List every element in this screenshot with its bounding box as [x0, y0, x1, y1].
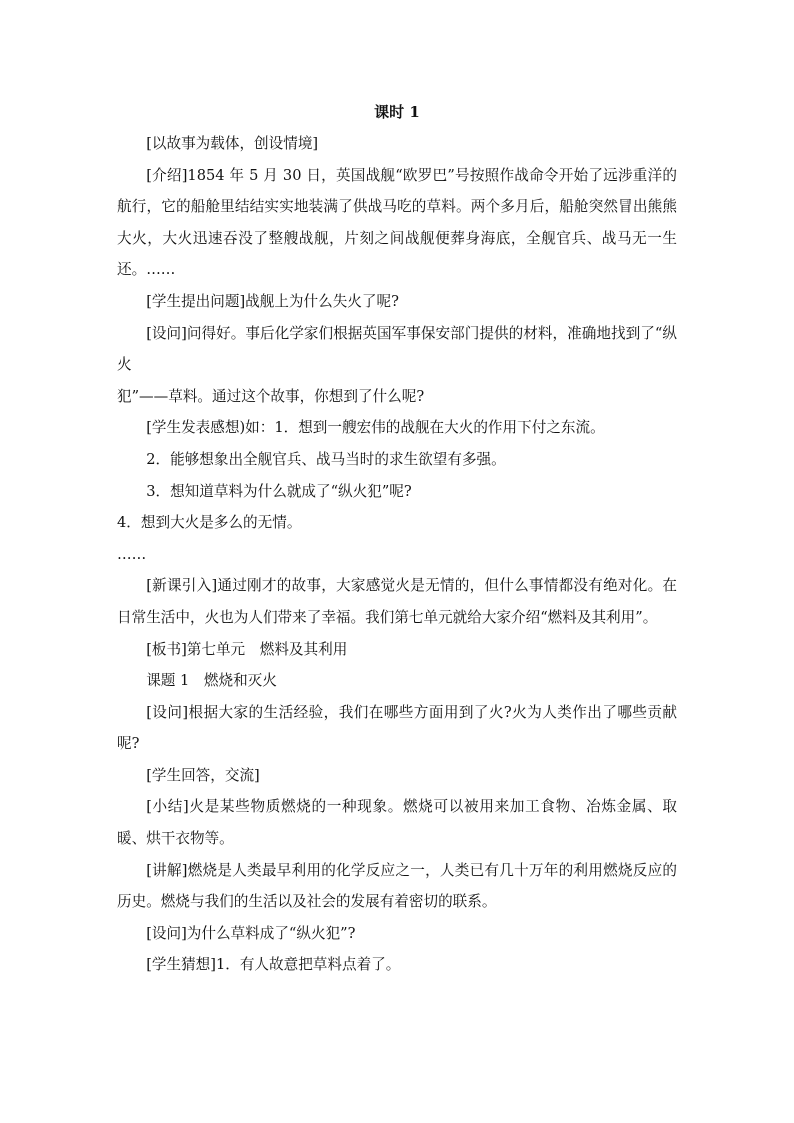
list-item-thought-2: 2．能够想象出全舰官兵、战马当时的求生欲望有多强。	[146, 450, 506, 468]
paragraph-board-lesson: 课题 1 燃烧和灭火	[146, 672, 277, 690]
paragraph-teacher-question: [设问]问得好。事后化学家们根据英国军事保安部门提供的材料，准确地找到了“纵火	[117, 324, 677, 374]
list-item-thought-4: 4．想到大火是多么的无情。	[117, 514, 302, 532]
document-page	[117, 100, 677, 981]
paragraph-question-arsonist: [设问]为什么草料成了“纵火犯”?	[146, 924, 356, 942]
paragraph-continuation: 犯”——草料。通过这个故事，你想到了什么呢?	[117, 387, 425, 405]
paragraph-summary: [小结]火是某些物质燃烧的一种现象。燃烧可以被用来加工食物、冶炼金属、取暖、烘干衣物等。	[117, 798, 677, 848]
paragraph-introduction: [介绍]1854 年 5 月 30 日，英国战舰“欧罗巴”号按照作战命令开始了远涉重洋的航行，它的船舱里结结实实地装满了供战马吃的草料。两个多月后，船舱突然冒出熊熊大火，大火迅速吞没了整艘战舰，片刻之间战舰便葬身海底，全舰官兵、战马无一生还。……	[117, 166, 677, 279]
paragraph-student-thoughts: [学生发表感想)如：1．想到一艘宏伟的战舰在大火的作用下付之东流。	[146, 419, 605, 437]
paragraph-student-guess: [学生猜想]1．有人故意把草料点着了。	[146, 956, 401, 974]
paragraph-student-answer: [学生回答，交流]	[146, 766, 260, 784]
page-title: 课时 1	[374, 103, 420, 121]
paragraph-scenario: [以故事为载体，创设情境]	[146, 135, 319, 152]
paragraph-explanation: [讲解]燃烧是人类最早利用的化学反应之一，人类已有几十万年的利用燃烧反应的历史。燃烧与我们的生活以及社会的发展有着密切的联系。	[117, 861, 677, 911]
paragraph-new-lesson: [新课引入]通过刚才的故事，大家感觉火是无情的，但什么事情都没有绝对化。在日常生活中，火也为人们带来了幸福。我们第七单元就给大家介绍“燃料及其利用”。	[117, 577, 677, 626]
list-item-thought-3: 3．想知道草料为什么就成了“纵火犯”呢?	[146, 482, 412, 500]
paragraph-student-question: [学生提出问题]战舰上为什么失火了呢?	[146, 292, 399, 310]
paragraph-question-fire-use: [设问]根据大家的生活经验，我们在哪些方面用到了火?火为人类作出了哪些贡献呢?	[117, 703, 677, 753]
ellipsis-line: ……	[117, 545, 147, 563]
paragraph-board-unit: [板书]第七单元 燃料及其利用	[146, 640, 348, 658]
